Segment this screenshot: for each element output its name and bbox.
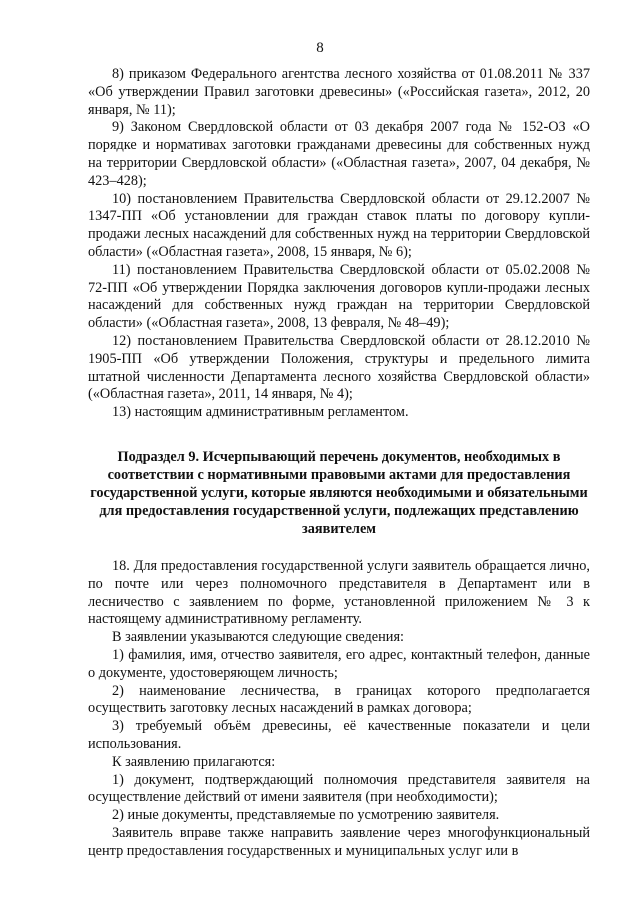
list-item-12: 12) постановлением Правительства Свердловской области от 28.12.2010 № 1905-ПП «Об утверждении Положения, структуры и предельного лимита штатной численности Департамента лесного хозяйства Свердловской области» («Областная газета», 2011, 14 января, № 4); [88, 332, 590, 403]
attachment-item-2: 2) иные документы, представляемые по усмотрению заявителя. [112, 807, 500, 824]
mfc-paragraph: Заявитель вправе также направить заявление через многофункциональный центр предоставления государственных и муниципальных услуг или в [88, 824, 590, 859]
application-info-item-3: 3) требуемый объём древесины, её качественные показатели и цели использования. [88, 718, 590, 752]
list-item-13: 13) настоящим административным регламентом. [112, 404, 409, 421]
attachment-item-1: 1) документ, подтверждающий полномочия представителя заявителя на осуществление действий от имени заявителя (при необходимости); [88, 771, 590, 806]
list-item-9: 9) Законом Свердловской области от 03 декабря 2007 года № 152-ОЗ «О порядке и нормативах заготовки гражданами древесины для собственных нужд на территории Свердловской области» («Областная газета», 2007, 04 декабря, № 423–428); [88, 119, 590, 189]
paragraph-18: 18. Для предоставления государственной услуги заявитель обращается лично, по почте или через полномочного представителя в Департамент или в лесничество с заявлением по форме, установленной приложением № 3 к настоящему административному регламенту. [88, 557, 590, 628]
list-item-8: 8) приказом Федерального агентства лесного хозяйства от 01.08.2011 № 337 «Об утверждении Правил заготовки древесины» («Российская газета», 2012, 20 января, № 11); [88, 66, 590, 118]
application-info-item-2: 2) наименование лесничества, в границах которого предполагается осуществить заготовку лесных насаждений в рамках договора; [88, 682, 590, 717]
application-info-intro: В заявлении указываются следующие сведения: [112, 629, 405, 646]
page-number: 8 [316, 40, 324, 56]
list-item-11: 11) постановлением Правительства Свердловской области от 05.02.2008 № 72-ПП «Об утверждении Порядка заключения договоров купли-продажи лесных насаждений для собственных нужд граждан на территории Свердловской области» («Областная газета», 2008, 13 февраля, № 48–49); [88, 261, 590, 332]
section-heading: Подраздел 9. Исчерпывающий перечень документов, необходимых в соответствии с нормативными правовыми актами для предоставления государственной услуги, которые являются необходимыми и обязательными для предоставления государственной услуги, подлежащих представлению заявителем [90, 448, 588, 537]
document-body [88, 66, 590, 860]
attachments-intro: К заявлению прилагаются: [112, 753, 276, 770]
list-item-10: 10) постановлением Правительства Свердловской области от 29.12.2007 № 1347-ПП «Об установлении для граждан ставок платы по договору купли-продажи лесных насаждений для собственных нужд на территории Свердловской области» («Областная газета», 2008, 15 января, № 6); [88, 190, 590, 260]
application-info-item-1: 1) фамилия, имя, отчество заявителя, его адрес, контактный телефон, данные о документе, удостоверяющем личность; [88, 646, 590, 681]
